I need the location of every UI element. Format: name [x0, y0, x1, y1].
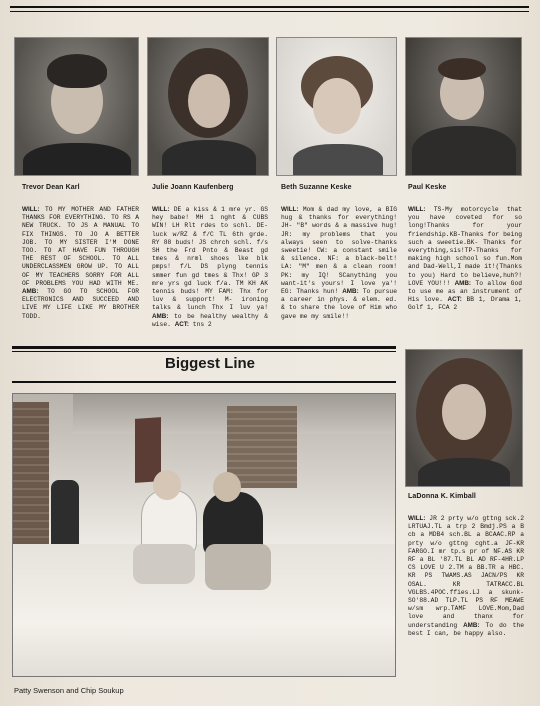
amb-text: To pursue a career in phys. & elem. ed. & to share the love of Him who gave me my smile!! [281, 288, 397, 320]
will-text: JR 2 prty w/o gttng sck.2 LRTUAJ.TL a trp 2 Bmdj.PS a B cb a MDB4 sch.BL a BCAAC.RP a prty w/o gttng cght.a JF-KR FARGO.I mr tp.s pr of NF.AS KR RF a BL '87.TL BL AD RF-4HR.LP CS LOVE U 2.TM a BB.TR a HBC. KR PS TWAMS.AS JACN/PS KR OSAL. KR TATRACC.BL VGLBS.4POC.ffies.LJ a skunk-SO'88.AD TLP.TL PS RF MEAWE w/sm wrp.TAMF LOVE.Mom,Dad love and thanx for understanding [408, 515, 524, 629]
amb-label: AMB: [342, 288, 359, 296]
top-rule [10, 6, 529, 8]
will-label: WILL: [152, 206, 170, 213]
student-name: Trevor Dean Karl [22, 184, 80, 191]
amb-text: To do the best I can, be happy also. [408, 621, 524, 637]
student-bio [152, 206, 268, 329]
top-rule-thin [10, 11, 529, 12]
act-label: ACT: [447, 296, 462, 304]
will-label: WILL: [22, 206, 40, 213]
student-bio [22, 206, 139, 321]
student-name: LaDonna K. Kimball [408, 493, 476, 500]
will-text: DE a kiss & 1 mre yr. GS hey babe! MH 1 nght & CUBS WIN! LH Rlt rdes to schl. DE-luck w/RZ & f/C TL 6th grde. RY 88 buds! JS chrch schl. f/s SH the Frd Pnto & Beast gd tmes & nrml shoes lke blk pmps! f/L DS plyng tennis smmer fun gd tmes & Thx! GP 3 mre yrs gd luck f/a. TM KH AK tennis buds! MY FAM: Thx for luv & support! M- ironing talks & lunch Thx I luv ya! [152, 206, 268, 312]
section-rule-lower [12, 381, 396, 383]
section-rule [12, 346, 396, 349]
portrait-paul-keske [405, 37, 522, 176]
will-label: WILL: [281, 206, 299, 213]
will-text: Mom & dad my love, a BIG hug & thanks for everything! JH- "B" words & a massive hug! JR: my problems that you always seen to solve-thanks sweetie! CW: a constant smile & silence. NF: a black-belt! LA: "M" men & a clean room! PK: my IQ! SCanything you want-it's yours! I love ya'! EG: Thanks hun! [281, 206, 397, 296]
portrait-trevor-karl [14, 37, 139, 176]
student-name: Paul Keske [408, 184, 447, 191]
will-label: WILL: [408, 515, 426, 522]
act-label: ACT: [174, 320, 190, 328]
amb-label: AMB: [454, 279, 472, 287]
will-text: TS-My motorcycle that you have coveted for so long!Thanks for your friendship.KB-Thanks for being such a sweetie.BK- Thanks for everything,sis!TP-Thanks for making high school so fun.Mom and Dad-Well,I made it!(Thanks to you) Hard to believe,huh?! LOVE YOU!!! [408, 206, 522, 287]
feature-title: Biggest Line [164, 355, 255, 372]
student-name: Julie Joann Kaufenberg [152, 184, 234, 191]
will-label: WILL: [408, 206, 426, 213]
photo-caption: Patty Swenson and Chip Soukup [14, 686, 124, 695]
student-name: Beth Suzanne Keske [281, 184, 352, 191]
act-text: tns 2 [189, 320, 212, 328]
portrait-ladonna-kimball [405, 349, 523, 487]
student-bio [281, 206, 397, 321]
student-bio [408, 206, 522, 313]
portrait-beth-keske [276, 37, 397, 176]
student-bio [408, 515, 524, 638]
amb-text: to be healthy wealthy & wise. [152, 312, 268, 328]
portrait-julie-kaufenberg [147, 37, 269, 176]
amb-text: TO GO TO SCHOOL FOR ELECTRONICS AND SUCCEED AND LIVE MY LIFE LIKE MY BROTHER TODD. [22, 288, 139, 320]
will-text: TO MY MOTHER AND FATHER THANKS FOR EVERYTHING. TO RS A NEW TRUCK. TO JS A MANUAL TO FIX THINGS. TO JO A BETTER JOB. TO MY SISTER I'M DONE TOO. TO AT HAVE FUN THROUGH THE REST OF SCHOOL. TO ALL UNDERCLASSMEN GROW UP. TO ALL OF MY TEACHERS SORRY FOR ALL OF PROBLEMS YOU HAD WITH ME. [22, 206, 139, 287]
feature-photo [12, 393, 396, 677]
amb-label: AMB: [152, 312, 169, 320]
amb-label: AMB: [22, 288, 39, 296]
section-rule-thin [12, 351, 396, 352]
act-text: BB 1, Drama 1, Golf 1, FCA 2 [408, 296, 523, 312]
amb-label: AMB: [463, 621, 480, 629]
amb-text: To allow God to use me as an instrument of His love. [408, 279, 523, 304]
